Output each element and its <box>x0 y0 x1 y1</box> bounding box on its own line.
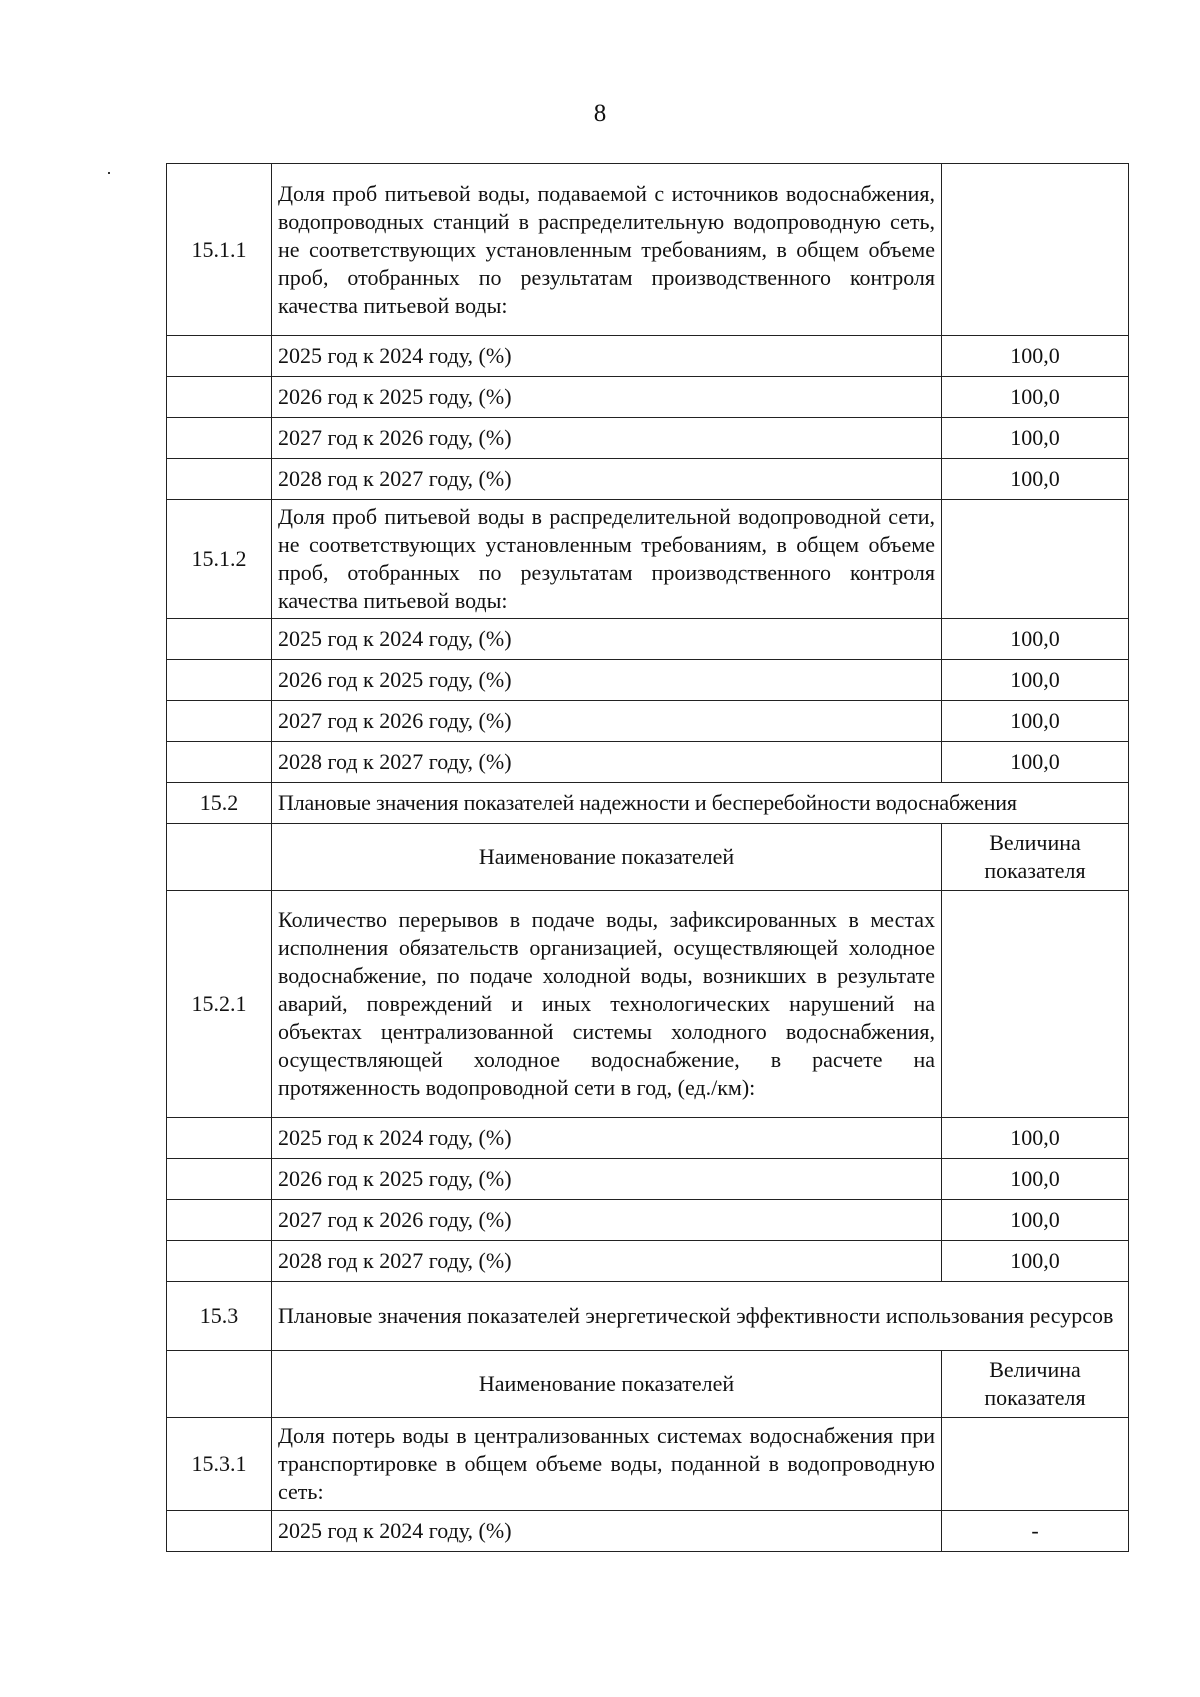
table-row <box>167 1200 1129 1241</box>
year-label: 2028 год к 2027 году, (%) <box>272 1241 942 1282</box>
table-row <box>167 418 1129 459</box>
section-title: Плановые значения показателей надежности и бесперебойности водоснабжения <box>272 783 1129 824</box>
indicator-value: 100,0 <box>942 1241 1129 1282</box>
indicator-value: 100,0 <box>942 701 1129 742</box>
table-row <box>167 459 1129 500</box>
indicator-value: 100,0 <box>942 619 1129 660</box>
table-row <box>167 891 1129 1118</box>
indicator-description: Доля потерь воды в централизованных системах водоснабжения при транспортировке в общем объеме воды, поданной в водопроводную сеть: <box>272 1418 942 1511</box>
item-number: 15.1.1 <box>167 164 272 336</box>
column-header-row <box>167 1351 1129 1418</box>
empty-number-cell <box>167 1511 272 1552</box>
section-number: 15.2 <box>167 783 272 824</box>
empty-number-cell <box>167 701 272 742</box>
empty-number-cell <box>167 742 272 783</box>
column-header-row <box>167 824 1129 891</box>
table-row <box>167 1118 1129 1159</box>
year-label: 2026 год к 2025 году, (%) <box>272 1159 942 1200</box>
table-row <box>167 619 1129 660</box>
section-title: Плановые значения показателей энергетической эффективности использования ресурсов <box>272 1282 1129 1351</box>
section-title-row <box>167 783 1129 824</box>
table-row <box>167 701 1129 742</box>
year-label: 2025 год к 2024 году, (%) <box>272 336 942 377</box>
table-row <box>167 1511 1129 1552</box>
empty-value-cell <box>942 891 1129 1118</box>
indicator-value: 100,0 <box>942 742 1129 783</box>
empty-number-cell <box>167 1351 272 1418</box>
year-label: 2026 год к 2025 году, (%) <box>272 377 942 418</box>
indicator-description: Доля проб питьевой воды, подаваемой с источников водоснабжения, водопроводных станций в распределительную водопроводную сеть, не соответствующих установленным требованиям, в общем объеме проб, отобранных по результатам производственного контроля качества питьевой воды: <box>272 164 942 336</box>
section-number: 15.3 <box>167 1282 272 1351</box>
empty-value-cell <box>942 164 1129 336</box>
indicator-value: 100,0 <box>942 418 1129 459</box>
indicator-value: 100,0 <box>942 1200 1129 1241</box>
indicator-value: - <box>942 1511 1129 1552</box>
empty-number-cell <box>167 1241 272 1282</box>
header-indicator-value: Величина показателя <box>942 824 1129 891</box>
empty-value-cell <box>942 1418 1129 1511</box>
year-label: 2026 год к 2025 году, (%) <box>272 660 942 701</box>
empty-number-cell <box>167 660 272 701</box>
indicator-value: 100,0 <box>942 377 1129 418</box>
empty-number-cell <box>167 377 272 418</box>
item-number: 15.3.1 <box>167 1418 272 1511</box>
year-label: 2028 год к 2027 году, (%) <box>272 742 942 783</box>
table-row <box>167 742 1129 783</box>
indicator-description: Доля проб питьевой воды в распределительной водопроводной сети, не соответствующих установленным требованиям, в общем объеме проб, отобранных по результатам производственного контроля качества питьевой воды: <box>272 500 942 619</box>
page-number: 8 <box>593 100 607 127</box>
year-label: 2027 год к 2026 году, (%) <box>272 701 942 742</box>
empty-number-cell <box>167 619 272 660</box>
table-row <box>167 660 1129 701</box>
year-label: 2027 год к 2026 году, (%) <box>272 418 942 459</box>
year-label: 2025 год к 2024 году, (%) <box>272 619 942 660</box>
table-row <box>167 377 1129 418</box>
table-row <box>167 336 1129 377</box>
indicator-description: Количество перерывов в подаче воды, зафиксированных в местах исполнения обязательств организацией, осуществляющей холодное водоснабжение, по подаче холодной воды, возникших в результате аварий, повреждений и иных технологических нарушений на объектах централизованной системы холодного водоснабжения, осуществляющей холодное водоснабжение, в расчете на протяженность водопроводной сети в год, (ед./км): <box>272 891 942 1118</box>
item-number: 15.1.2 <box>167 500 272 619</box>
empty-number-cell <box>167 1200 272 1241</box>
scan-speck <box>108 172 110 174</box>
item-number: 15.2.1 <box>167 891 272 1118</box>
table-row <box>167 1418 1129 1511</box>
year-label: 2027 год к 2026 году, (%) <box>272 1200 942 1241</box>
indicator-value: 100,0 <box>942 660 1129 701</box>
year-label: 2025 год к 2024 году, (%) <box>272 1511 942 1552</box>
indicator-value: 100,0 <box>942 336 1129 377</box>
table-row <box>167 1159 1129 1200</box>
indicators-table <box>166 163 1129 1552</box>
section-title-row <box>167 1282 1129 1351</box>
year-label: 2025 год к 2024 году, (%) <box>272 1118 942 1159</box>
empty-number-cell <box>167 459 272 500</box>
empty-number-cell <box>167 1118 272 1159</box>
table-row <box>167 1241 1129 1282</box>
indicator-value: 100,0 <box>942 1159 1129 1200</box>
header-indicator-name: Наименование показателей <box>272 1351 942 1418</box>
indicator-value: 100,0 <box>942 1118 1129 1159</box>
table-row <box>167 500 1129 619</box>
header-indicator-name: Наименование показателей <box>272 824 942 891</box>
table-row <box>167 164 1129 336</box>
empty-number-cell <box>167 1159 272 1200</box>
indicator-value: 100,0 <box>942 459 1129 500</box>
empty-number-cell <box>167 824 272 891</box>
header-indicator-value: Величина показателя <box>942 1351 1129 1418</box>
year-label: 2028 год к 2027 году, (%) <box>272 459 942 500</box>
empty-value-cell <box>942 500 1129 619</box>
empty-number-cell <box>167 418 272 459</box>
empty-number-cell <box>167 336 272 377</box>
